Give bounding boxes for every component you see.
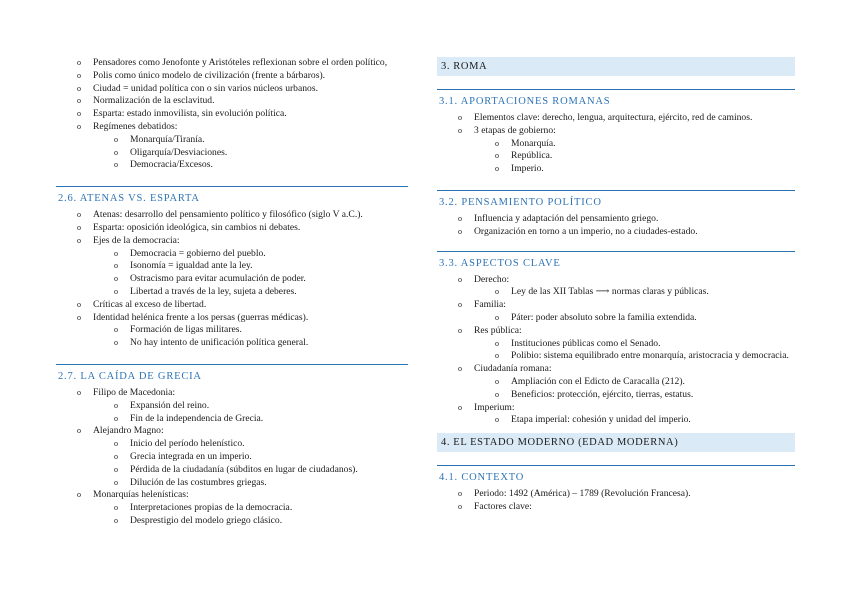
bullet-icon: o bbox=[77, 299, 81, 309]
sub-list-item bbox=[93, 159, 408, 172]
bullet-icon: o bbox=[495, 287, 499, 297]
bullet-icon: o bbox=[77, 96, 81, 106]
sub-list-item-text: No hay intento de unificación política general. bbox=[130, 337, 309, 349]
bullet-icon: o bbox=[114, 286, 118, 296]
bullet-icon: o bbox=[458, 501, 462, 511]
bullet-icon: o bbox=[77, 387, 81, 397]
bullet-icon: o bbox=[77, 235, 81, 245]
sub-list-item-text: Inicio del período helenístico. bbox=[130, 438, 245, 450]
list-item-text: Filipo de Macedonia: bbox=[93, 386, 176, 398]
section-2-6-list bbox=[56, 209, 408, 350]
bullet-icon: o bbox=[114, 248, 118, 258]
list-item-text: Organización en torno a un imperio, no a ciudades-estado. bbox=[474, 225, 698, 237]
bullet-icon: o bbox=[458, 274, 462, 284]
bullet-icon: o bbox=[458, 402, 462, 412]
list-item-text: Esparta: oposición ideológica, sin cambios ni debates. bbox=[93, 221, 301, 233]
sub-list-item-text: Beneficios: protección, ejército, tierras, estatus. bbox=[511, 388, 694, 400]
sub-list-item bbox=[93, 324, 408, 337]
list-item bbox=[437, 213, 795, 226]
sub-list-item bbox=[93, 337, 408, 350]
sub-list-item-text: Imperio. bbox=[511, 163, 544, 175]
sub-list-item bbox=[474, 150, 795, 163]
sub-list-item-text: Libertad a través de la ley, sujeta a deberes. bbox=[130, 285, 297, 297]
list-item-text: Regímenes debatidos: bbox=[93, 120, 178, 132]
sub-list bbox=[93, 400, 408, 426]
section-3-2-heading: 3.2. PENSAMIENTO POLÍTICO bbox=[437, 190, 795, 211]
list-item bbox=[56, 209, 408, 222]
list-item-text: Familia: bbox=[474, 299, 506, 311]
sub-list-item-text: Ley de las XII Tablas ⟶ normas claras y públicas. bbox=[511, 286, 709, 298]
list-item-text: Esparta: estado inmovilista, sin evolución política. bbox=[93, 108, 287, 120]
right-column bbox=[437, 0, 795, 514]
sub-list-item-text: Polibio: sistema equilibrado entre monarquía, aristocracia y democracia. bbox=[511, 350, 789, 362]
list-item bbox=[56, 222, 408, 235]
bullet-icon: o bbox=[495, 415, 499, 425]
bullet-icon: o bbox=[114, 515, 118, 525]
sub-list-item-text: Monarquía/Tiranía. bbox=[130, 133, 205, 145]
bullet-icon: o bbox=[495, 151, 499, 161]
bullet-icon: o bbox=[495, 351, 499, 361]
bullet-icon: o bbox=[114, 261, 118, 271]
list-item bbox=[437, 402, 795, 428]
list-item-text: Factores clave: bbox=[474, 500, 532, 512]
bullet-icon: o bbox=[114, 413, 118, 423]
sub-list-item bbox=[93, 477, 408, 490]
sub-list-item-text: Instituciones públicas como el Senado. bbox=[511, 337, 661, 349]
sub-list bbox=[93, 248, 408, 299]
bullet-icon: o bbox=[114, 439, 118, 449]
bullet-icon: o bbox=[77, 222, 81, 232]
bullet-icon: o bbox=[114, 464, 118, 474]
sub-list-item bbox=[474, 163, 795, 176]
sub-list-item bbox=[474, 376, 795, 389]
list-item bbox=[437, 226, 795, 239]
list-item bbox=[437, 125, 795, 176]
sub-list-item-text: Páter: poder absoluto sobre la familia extendida. bbox=[511, 311, 697, 323]
sub-list bbox=[93, 134, 408, 172]
list-item-text: Ejes de la democracia: bbox=[93, 234, 180, 246]
bullet-icon: o bbox=[77, 58, 81, 67]
list-item bbox=[56, 83, 408, 96]
sub-list-item bbox=[93, 464, 408, 477]
sub-list-item-text: Pérdida de la ciudadanía (súbditos en lugar de ciudadanos). bbox=[130, 463, 358, 475]
list-item bbox=[56, 299, 408, 312]
bullet-icon: o bbox=[114, 160, 118, 170]
sub-list-item bbox=[93, 134, 408, 147]
bullet-icon: o bbox=[77, 70, 81, 80]
list-item bbox=[56, 108, 408, 121]
section-2-6-heading: 2.6. ATENAS VS. ESPARTA bbox=[56, 186, 408, 207]
section-4-1-list bbox=[437, 488, 795, 514]
intro-list bbox=[56, 57, 408, 172]
section-3-3-heading: 3.3. ASPECTOS CLAVE bbox=[437, 251, 795, 272]
sub-list-item-text: Expansión del reino. bbox=[130, 399, 210, 411]
sub-list bbox=[474, 286, 795, 299]
sub-list bbox=[93, 324, 408, 350]
bullet-icon: o bbox=[495, 338, 499, 348]
sub-list-item bbox=[474, 286, 795, 299]
sub-list bbox=[93, 438, 408, 489]
sub-list-item-text: Interpretaciones propias de la democracia. bbox=[130, 502, 293, 514]
sub-list-item-text: Grecia integrada en un imperio. bbox=[130, 450, 252, 462]
sub-list-item bbox=[93, 413, 408, 426]
sub-list-item-text: Formación de ligas militares. bbox=[130, 324, 242, 336]
list-item bbox=[56, 121, 408, 172]
bullet-icon: o bbox=[77, 312, 81, 322]
list-item-text: Críticas al exceso de libertad. bbox=[93, 298, 207, 310]
sub-list bbox=[93, 502, 408, 528]
sub-list-item bbox=[93, 273, 408, 286]
sub-list-item bbox=[93, 451, 408, 464]
bullet-icon: o bbox=[458, 213, 462, 223]
sub-list-item bbox=[474, 389, 795, 402]
list-item-text: Ciudadanía romana: bbox=[474, 363, 552, 375]
sub-list-item bbox=[93, 286, 408, 299]
bullet-icon: o bbox=[458, 125, 462, 135]
section-2-7-list bbox=[56, 387, 408, 528]
list-item bbox=[56, 425, 408, 489]
sub-list-item bbox=[93, 147, 408, 160]
list-item-text: Imperium: bbox=[474, 401, 515, 413]
sub-list-item bbox=[474, 312, 795, 325]
list-item bbox=[56, 387, 408, 425]
section-4-1-heading: 4.1. CONTEXTO bbox=[437, 465, 795, 486]
section-3-1-heading: 3.1. APORTACIONES ROMANAS bbox=[437, 89, 795, 110]
list-item bbox=[437, 488, 795, 501]
sub-list-item bbox=[93, 248, 408, 261]
list-item bbox=[437, 325, 795, 363]
bullet-icon: o bbox=[458, 300, 462, 310]
list-item bbox=[56, 95, 408, 108]
bullet-icon: o bbox=[114, 274, 118, 284]
bullet-icon: o bbox=[114, 503, 118, 513]
list-item-text: 3 etapas de gobierno: bbox=[474, 124, 556, 136]
sub-list-item bbox=[474, 338, 795, 351]
sub-list-item bbox=[93, 438, 408, 451]
bullet-icon: o bbox=[114, 325, 118, 335]
bullet-icon: o bbox=[458, 113, 462, 122]
sub-list-item-text: Ampliación con el Edicto de Caracalla (212). bbox=[511, 375, 685, 387]
bullet-icon: o bbox=[458, 226, 462, 236]
bullet-icon: o bbox=[77, 121, 81, 131]
list-item bbox=[56, 70, 408, 83]
sub-list-item bbox=[93, 502, 408, 515]
sub-list-item-text: Monarquía. bbox=[511, 137, 556, 149]
sub-list bbox=[474, 338, 795, 364]
list-item-text: Elementos clave: derecho, lengua, arquitectura, ejército, red de caminos. bbox=[474, 112, 753, 123]
bullet-icon: o bbox=[114, 451, 118, 461]
list-item-text: Atenas: desarrollo del pensamiento político y filosófico (siglo V a.C.). bbox=[93, 209, 363, 221]
list-item-text: Normalización de la esclavitud. bbox=[93, 95, 215, 107]
section-3-2-list bbox=[437, 213, 795, 239]
list-item-text: Identidad helénica frente a los persas (guerras médicas). bbox=[93, 311, 309, 323]
sub-list-item-text: Democracia = gobierno del pueblo. bbox=[130, 247, 266, 259]
list-item-text: Ciudad = unidad política con o sin varios núcleos urbanos. bbox=[93, 82, 318, 94]
section-3-heading: 3. ROMA bbox=[437, 57, 795, 76]
list-item bbox=[437, 501, 795, 514]
sub-list-item bbox=[93, 400, 408, 413]
sub-list-item bbox=[474, 138, 795, 151]
list-item-text: Polis como único modelo de civilización (frente a bárbaros). bbox=[93, 69, 326, 81]
bullet-icon: o bbox=[114, 134, 118, 144]
sub-list-item-text: Etapa imperial: cohesión y unidad del imperio. bbox=[511, 414, 691, 426]
list-item bbox=[56, 57, 408, 70]
sub-list-item-text: Ostracismo para evitar acumulación de poder. bbox=[130, 273, 306, 285]
section-2-7-heading: 2.7. LA CAÍDA DE GRECIA bbox=[56, 364, 408, 385]
sub-list-item-text: Dilución de las costumbres griegas. bbox=[130, 476, 267, 488]
bullet-icon: o bbox=[114, 338, 118, 348]
sub-list bbox=[474, 376, 795, 402]
list-item bbox=[56, 489, 408, 527]
bullet-icon: o bbox=[458, 364, 462, 374]
bullet-icon: o bbox=[114, 477, 118, 487]
sub-list-item bbox=[93, 515, 408, 528]
section-3-3-list bbox=[437, 274, 795, 428]
bullet-icon: o bbox=[114, 147, 118, 157]
bullet-icon: o bbox=[77, 210, 81, 220]
bullet-icon: o bbox=[458, 325, 462, 335]
sub-list-item bbox=[474, 414, 795, 427]
left-column bbox=[56, 0, 408, 528]
bullet-icon: o bbox=[495, 138, 499, 148]
bullet-icon: o bbox=[77, 83, 81, 93]
sub-list-item-text: Fin de la independencia de Grecia. bbox=[130, 412, 264, 424]
sub-list-item bbox=[474, 350, 795, 363]
list-item-text: Pensadores como Jenofonte y Aristóteles reflexionan sobre el orden político, bbox=[93, 57, 388, 68]
list-item-text: Influencia y adaptación del pensamiento griego. bbox=[474, 212, 659, 224]
list-item bbox=[437, 112, 795, 125]
list-item bbox=[437, 363, 795, 401]
bullet-icon: o bbox=[495, 312, 499, 322]
list-item-text: Alejandro Magno: bbox=[93, 425, 164, 437]
bullet-icon: o bbox=[495, 376, 499, 386]
sub-list-item bbox=[93, 260, 408, 273]
section-3-1-list bbox=[437, 112, 795, 176]
list-item bbox=[56, 312, 408, 350]
bullet-icon: o bbox=[495, 164, 499, 174]
list-item bbox=[437, 274, 795, 300]
bullet-icon: o bbox=[77, 109, 81, 119]
sub-list-item-text: Democracia/Excesos. bbox=[130, 159, 213, 171]
bullet-icon: o bbox=[114, 400, 118, 410]
list-item bbox=[56, 235, 408, 299]
list-item-text: Res pública: bbox=[474, 324, 522, 336]
bullet-icon: o bbox=[458, 489, 462, 499]
bullet-icon: o bbox=[495, 389, 499, 399]
sub-list bbox=[474, 414, 795, 427]
bullet-icon: o bbox=[77, 490, 81, 500]
bullet-icon: o bbox=[77, 426, 81, 436]
sub-list-item-text: Isonomía = igualdad ante la ley. bbox=[130, 260, 253, 272]
sub-list bbox=[474, 138, 795, 176]
sub-list-item-text: Desprestigio del modelo griego clásico. bbox=[130, 514, 283, 526]
sub-list-item-text: Oligarquía/Desviaciones. bbox=[130, 146, 228, 158]
list-item-text: Derecho: bbox=[474, 273, 510, 285]
sub-list-item-text: República. bbox=[511, 150, 553, 162]
list-item-text: Monarquías helenísticas: bbox=[93, 489, 189, 501]
list-item bbox=[437, 299, 795, 325]
list-item-text: Periodo: 1492 (América) – 1789 (Revolución Francesa). bbox=[474, 488, 691, 500]
sub-list bbox=[474, 312, 795, 325]
section-4-heading: 4. EL ESTADO MODERNO (EDAD MODERNA) bbox=[437, 433, 795, 452]
